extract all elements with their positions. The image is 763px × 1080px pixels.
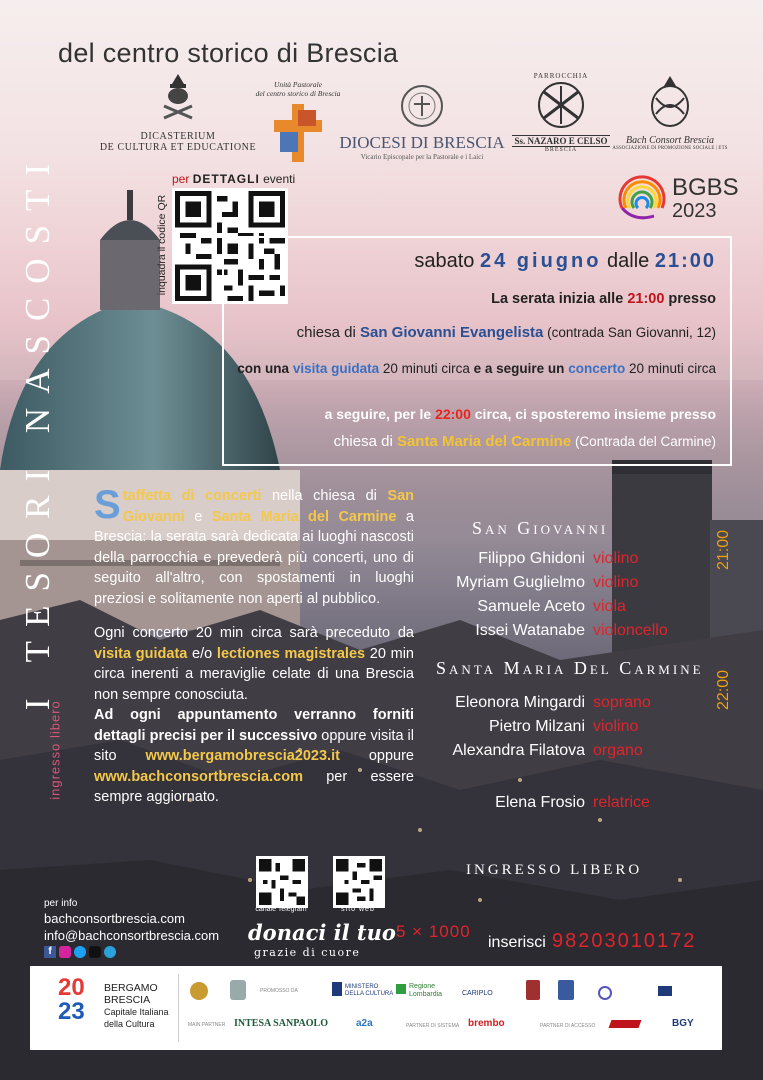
diocesi-sub: Vicario Episcopale per la Pastorale e i Laici bbox=[360, 153, 484, 161]
description-p2 bbox=[94, 623, 414, 705]
description-p1 bbox=[94, 483, 415, 609]
brembo-label: brembo bbox=[468, 1018, 505, 1029]
vertical-title-text: I TESORI NASCOSTI bbox=[18, 149, 57, 711]
description-text bbox=[94, 483, 415, 822]
donate-line2: grazie di cuore bbox=[254, 946, 361, 959]
ministero-label: MINISTERO DELLA CULTURA bbox=[345, 984, 394, 997]
line4-time: 22:00 bbox=[435, 406, 471, 422]
inserisci-label: inserisci bbox=[488, 934, 546, 951]
line3-d: e a seguire un bbox=[473, 361, 569, 376]
bgbs-logo bbox=[614, 168, 744, 228]
performer-name: Samuele Aceto bbox=[477, 598, 585, 615]
instagram-icon[interactable] bbox=[59, 946, 71, 958]
ministero-icon bbox=[332, 982, 342, 996]
p3-d: oppure bbox=[339, 748, 414, 764]
performer-name: Pietro Milzani bbox=[488, 718, 585, 735]
facebook-icon[interactable]: f bbox=[44, 946, 56, 958]
p2-d: lectiones magistrales bbox=[216, 645, 366, 662]
fondazione-icon bbox=[598, 986, 612, 1000]
diocesi-logo bbox=[334, 84, 510, 161]
unita-pastorale-logo bbox=[250, 80, 346, 169]
comune-bergamo-icon bbox=[190, 982, 208, 1000]
time-2200-text: 22:00 bbox=[715, 669, 732, 711]
performer-name: Alexandra Filatova bbox=[452, 742, 585, 759]
line5-suffix: (Contrada del Carmine) bbox=[571, 434, 716, 449]
event-time: 21:00 bbox=[654, 250, 716, 272]
san-giovanni-title-text: San Giovanni bbox=[472, 518, 609, 538]
tax-code: 98203010172 bbox=[552, 930, 697, 952]
qr-web-icon bbox=[336, 859, 382, 905]
event-date-line bbox=[414, 250, 716, 273]
event-line4 bbox=[325, 406, 716, 422]
line5-prefix: chiesa di bbox=[333, 433, 397, 450]
bgbs-name: BGBS bbox=[672, 174, 739, 201]
event-date: 24 giugno bbox=[480, 250, 602, 272]
crest2-icon bbox=[558, 980, 574, 1000]
line3-b: visita guidata bbox=[292, 361, 380, 376]
donate-amount: 5 × 1000 bbox=[396, 922, 471, 941]
ingresso-libero: INGRESSO LIBERO bbox=[466, 862, 643, 878]
day-prefix: sabato bbox=[414, 250, 475, 272]
qr-top-suffix: eventi bbox=[259, 172, 296, 186]
p1-b: nella chiesa di bbox=[261, 488, 388, 504]
year-b: 23 bbox=[58, 998, 85, 1025]
p3-b: oppure visita il sito bbox=[94, 727, 414, 764]
nazaro-top: PARROCCHIA bbox=[533, 72, 589, 80]
bgbs-year: 2023 bbox=[672, 200, 717, 222]
line1-prefix: La serata inizia alle bbox=[491, 291, 628, 307]
p1-a: taffetta di concerti bbox=[122, 488, 262, 504]
performer-role: organo bbox=[593, 742, 643, 759]
performer-role: violino bbox=[593, 550, 639, 567]
rainbow-spiral-icon bbox=[614, 168, 670, 224]
time-2100-text: 21:00 bbox=[715, 529, 732, 571]
promosso-label: PROMOSSO DA bbox=[260, 988, 298, 994]
nazaro-city: BRESCIA bbox=[544, 147, 578, 153]
partner-sistema-label: PARTNER DI SISTEMA bbox=[406, 1023, 460, 1029]
performer-name: Filippo Ghidoni bbox=[478, 550, 585, 567]
telegram-qr-code[interactable] bbox=[256, 856, 308, 908]
trenord-icon bbox=[609, 1020, 642, 1028]
nazaro-name: Ss. NAZARO E CELSO bbox=[512, 135, 610, 147]
donate-line1: donaci il tuo bbox=[248, 920, 396, 945]
qr-telegram-icon bbox=[259, 859, 305, 905]
sponsors-footer bbox=[30, 966, 722, 1050]
event-info-box bbox=[222, 236, 732, 466]
event-line2 bbox=[297, 324, 716, 341]
performer-role: violoncello bbox=[593, 622, 668, 639]
line4-suffix: circa, ci sposteremo insieme presso bbox=[470, 406, 716, 422]
speaker-name: Elena Frosio bbox=[495, 794, 585, 811]
qr-top-label bbox=[172, 172, 295, 186]
dicasterium-line2: DE CULTURA ET EDUCATIONE bbox=[99, 142, 257, 153]
qr-telegram-label: canale Telegram bbox=[255, 906, 307, 913]
vertical-ingresso-text: ingresso libero bbox=[47, 700, 63, 800]
per-info-label: per info bbox=[44, 898, 78, 909]
regione-label: Regione Lombardia bbox=[409, 983, 443, 998]
santa-maria-title-text: Santa Maria Del Carmine bbox=[436, 658, 704, 678]
city1: BERGAMO bbox=[104, 982, 158, 994]
time-prefix: dalle bbox=[607, 250, 650, 272]
unita-line1: Unità Pastorale bbox=[273, 80, 323, 89]
line3-e: concerto bbox=[568, 361, 626, 376]
qr-top-prefix: per bbox=[172, 172, 193, 186]
drop-cap: S bbox=[94, 483, 121, 527]
line2-church: San Giovanni Evangelista bbox=[359, 324, 544, 341]
intesa-label: INTESA SANPAOLO bbox=[234, 1018, 329, 1029]
performer-role: violino bbox=[593, 718, 639, 735]
performer-name: Myriam Guglielmo bbox=[456, 574, 585, 591]
partner-accesso-label: PARTNER DI ACCESSO bbox=[540, 1023, 596, 1029]
capitale-sub2: della Cultura bbox=[104, 1019, 155, 1029]
divider bbox=[178, 974, 179, 1042]
performer-name: Issei Watanabe bbox=[475, 622, 585, 639]
p2-c: e/o bbox=[187, 645, 217, 662]
p3-a: Ad ogni appuntamento verranno forniti dettagli precisi per il successivo bbox=[94, 707, 414, 744]
performer-role: soprano bbox=[593, 694, 651, 711]
description-p3 bbox=[94, 705, 414, 808]
qr-side-text: inquadra il codice QR bbox=[156, 194, 168, 296]
nazaro-seal-icon bbox=[526, 80, 596, 130]
qr-top-bold: DETTAGLI bbox=[192, 172, 260, 186]
p3-f: per essere sempre aggiornato. bbox=[94, 768, 414, 805]
line3-c: 20 minuti circa bbox=[379, 361, 474, 376]
capitale-sub1: Capitale Italiana bbox=[104, 1007, 169, 1017]
link-bachconsort[interactable]: www.bachconsortbrescia.com bbox=[94, 768, 303, 785]
contact-site[interactable]: bachconsortbrescia.com bbox=[44, 911, 185, 926]
line2-suffix: (contrada San Giovanni, 12) bbox=[543, 325, 716, 340]
vertical-ingresso bbox=[40, 660, 70, 840]
capitale-year bbox=[58, 976, 85, 1024]
nazaro-celso-logo bbox=[512, 72, 610, 153]
capitale-text bbox=[104, 982, 169, 1030]
line1-suffix: presso bbox=[664, 291, 716, 307]
diocesi-name: DIOCESI DI BRESCIA bbox=[339, 133, 505, 152]
crosses-icon bbox=[270, 102, 326, 164]
speaker-role: relatrice bbox=[593, 794, 650, 811]
san-giovanni-title bbox=[472, 518, 608, 539]
p1-f: a Brescia: la serata sarà dedicata ai luoghi nascosti della parrocchia e prevederà più concerti, uno di seguito all'altro, con spostamenti in luoghi preziosi e solitamente non aperti al pubblico. bbox=[94, 508, 414, 607]
social-icons bbox=[44, 946, 116, 958]
bach-sub: ASSOCIAZIONE DI PROMOZIONE SOCIALE | ETS bbox=[612, 146, 728, 151]
bach-monogram-icon bbox=[642, 72, 698, 130]
p1-c: San Giovanni bbox=[122, 488, 415, 525]
contact-email[interactable]: info@bachconsortbrescia.com bbox=[44, 928, 220, 943]
p1-e: Santa Maria del Carmine bbox=[211, 508, 397, 525]
event-line1 bbox=[491, 291, 716, 307]
line5-church: Santa Maria del Carmine bbox=[396, 433, 572, 450]
crest1-icon bbox=[526, 980, 540, 1000]
fondazione2-icon bbox=[658, 986, 672, 996]
p2-a: Ogni concerto 20 min circa sarà preceduto da bbox=[94, 625, 414, 641]
event-line5 bbox=[334, 433, 716, 450]
performer-role: viola bbox=[593, 598, 626, 615]
performer-name: Eleonora Mingardi bbox=[455, 694, 585, 711]
p2-e: 20 min circa inerenti a meraviglie celate di una Brescia non sempre conosciuta. bbox=[94, 645, 414, 703]
twitter-icon[interactable] bbox=[74, 946, 86, 958]
time-2100 bbox=[712, 520, 736, 580]
event-line3 bbox=[237, 361, 716, 376]
santa-maria-title bbox=[436, 658, 704, 679]
qr-side-label bbox=[152, 188, 172, 302]
page-title: del centro storico di Brescia bbox=[58, 38, 399, 68]
web-qr-code[interactable] bbox=[333, 856, 385, 908]
time-2200 bbox=[712, 660, 736, 720]
city2: BRESCIA bbox=[104, 994, 151, 1006]
bgy-label: BGY bbox=[672, 1018, 694, 1029]
cariplo-label: CARIPLO bbox=[462, 990, 493, 997]
bach-name: Bach Consort Brescia bbox=[626, 135, 714, 146]
year-a: 20 bbox=[58, 974, 85, 1001]
qr-web-label: sito web bbox=[341, 906, 375, 913]
main-partner-label: MAIN PARTNER bbox=[188, 1022, 226, 1028]
unita-line2: del centro storico di Brescia bbox=[255, 89, 341, 98]
line4-prefix: a seguire, per le bbox=[324, 406, 436, 422]
tiktok-icon[interactable] bbox=[89, 946, 101, 958]
bach-consort-logo bbox=[612, 72, 728, 151]
dicasterium-line1: DICASTERIUM bbox=[140, 131, 216, 142]
p1-d: e bbox=[184, 508, 212, 525]
comune-brescia-icon bbox=[230, 980, 246, 1000]
line1-time: 21:00 bbox=[627, 291, 665, 307]
line3-f: 20 minuti circa bbox=[625, 361, 716, 376]
dicasterium-logo bbox=[96, 70, 260, 153]
line3-a: con una bbox=[237, 361, 293, 376]
regione-icon bbox=[396, 984, 406, 994]
a2a-label: a2a bbox=[356, 1018, 373, 1029]
line2-prefix: chiesa di bbox=[296, 324, 360, 341]
p2-b: visita guidata bbox=[94, 645, 188, 662]
diocesi-seal-icon bbox=[399, 84, 445, 128]
performer-role: violino bbox=[593, 574, 639, 591]
papal-emblem-icon bbox=[158, 70, 198, 120]
link-bergamobrescia[interactable]: www.bergamobrescia2023.it bbox=[145, 748, 340, 764]
telegram-icon[interactable] bbox=[104, 946, 116, 958]
